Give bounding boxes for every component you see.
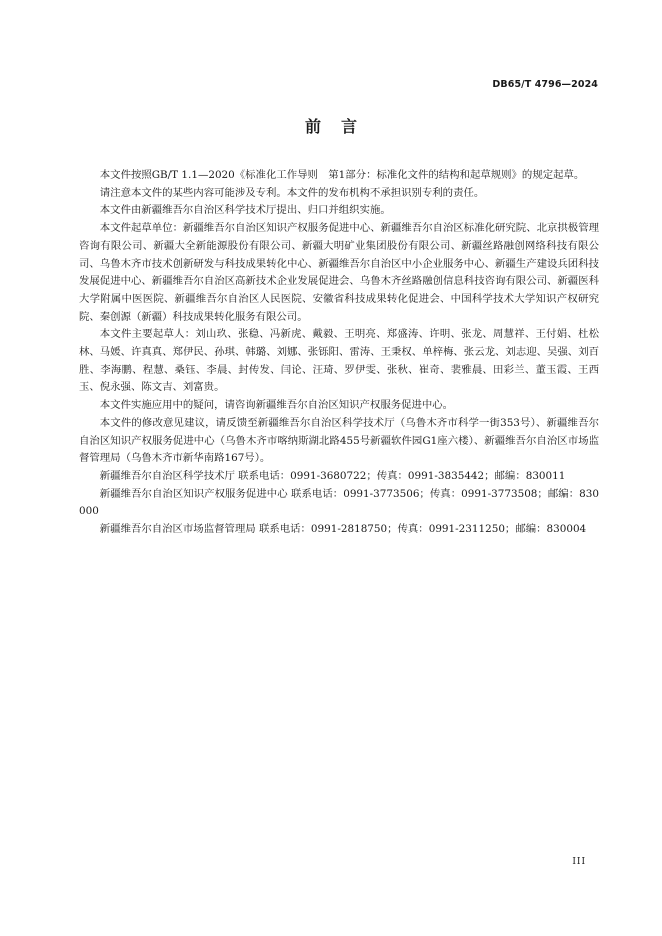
contact-science-tech-dept: 新疆维吾尔自治区科学技术厅 联系电话：0991-3680722；传真：0991-3835442；邮编：830011 bbox=[99, 469, 566, 482]
paragraph-inquiries: 本文件实施应用中的疑问，请咨询新疆维吾尔自治区知识产权服务促进中心。 bbox=[99, 399, 454, 412]
foreword-body bbox=[79, 167, 599, 539]
page-title: 前言 bbox=[304, 117, 377, 136]
paragraph-drafting-rules: 本文件按照GB/T 1.1—2020《标准化工作导则 第1部分：标准化文件的结构和起草规则》的规定起草。 bbox=[99, 169, 585, 181]
contact-market-regulation: 新疆维吾尔自治区市场监督管理局 联系电话：0991-2818750；传真：0991-2311250；邮编：830004 bbox=[99, 523, 587, 536]
contact-ip-service-center: 新疆维吾尔自治区知识产权服务促进中心 联系电话：0991-3773506；传真：0991-3773508；邮编：830000 bbox=[79, 487, 599, 518]
paragraph-proposing-body: 本文件由新疆维吾尔自治区科学技术厅提出、归口并组织实施。 bbox=[99, 204, 391, 217]
paragraph-patent-notice: 请注意本文件的某些内容可能涉及专利。本文件的发布机构不承担识别专利的责任。 bbox=[99, 186, 485, 199]
document-code: DB65/T 4796—2024 bbox=[492, 79, 598, 90]
page-number: III bbox=[572, 857, 586, 867]
paragraph-feedback: 本文件的修改意见建议，请反馈至新疆维吾尔自治区科学技术厅（乌鲁木齐市科学一街353号）、新疆维吾尔自治区知识产权服务促进中心（乌鲁木齐市喀纳斯湖北路455号新疆软件园G1座六楼）、新疆维吾尔自治区市场监督管理局（乌鲁木齐市新华南路167号）。 bbox=[79, 416, 599, 465]
paragraph-main-drafters: 本文件主要起草人：刘山玖、张稳、冯新虎、戴毅、王明亮、郑盛涛、许明、张龙、周慧祥、王付娟、杜松林、马媛、许真真、郑伊民、孙琪、韩璐、刘娜、张铄阳、雷涛、王秉权、单梓梅、张云龙、刘志迎、吴强、刘百胜、李海鹏、程慧、桑钰、李晨、封传发、闫论、汪琦、罗伊雯、张秋、崔奇、裴雅晨、田彩兰、董玉霞、王西玉、倪永强、陈文吉、刘富贵。 bbox=[79, 328, 599, 394]
paragraph-drafting-units: 本文件起草单位：新疆维吾尔自治区知识产权服务促进中心、新疆维吾尔自治区标准化研究院、北京拱极管理咨询有限公司、新疆大全新能源股份有限公司、新疆大明矿业集团股份有限公司、新疆丝路融创网络科技有限公司、乌鲁木齐市技术创新研发与科技成果转化中心、新疆维吾尔自治区中小企业服务中心、新疆生产建设兵团科技发展促进中心、新疆维吾尔自治区高新技术企业发展促进会、乌鲁木齐丝路融创信息科技咨询有限公司、新疆医科大学附属中医医院、新疆维吾尔自治区人民医院、安徽省科技成果转化促进会、中国科学技术大学知识产权研究院、秦创源（新疆）科技成果转化服务有限公司。 bbox=[79, 222, 599, 323]
